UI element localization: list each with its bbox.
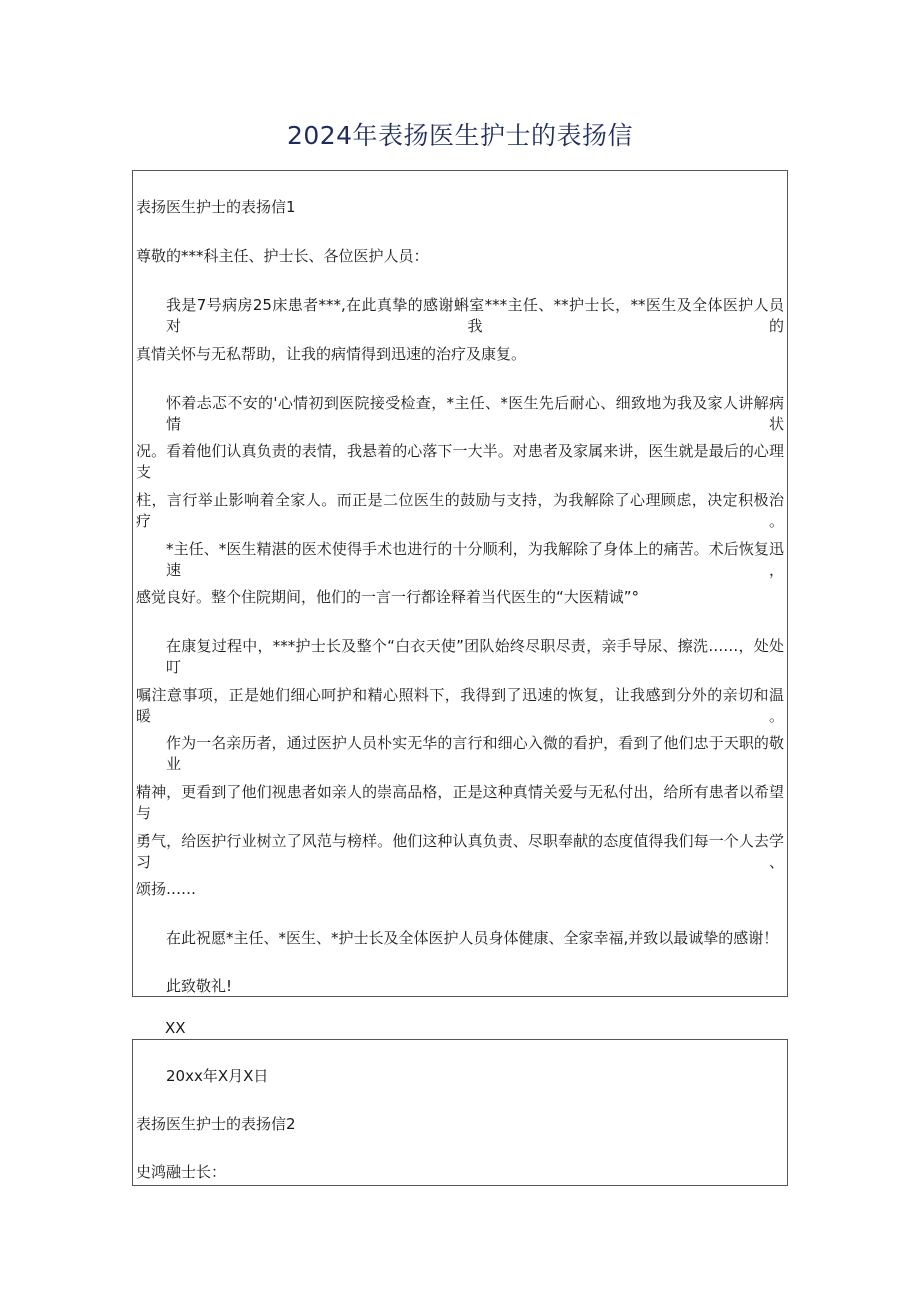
paragraph-line: 柱，言行举止影响着全家人。而正是二位医生的鼓励与支持，为我解除了心理顾虑，决定积极治疗。 [136, 491, 784, 530]
letter-2-frame [132, 1039, 788, 1186]
document-title: 2024年表扬医生护士的表扬信 [286, 121, 634, 150]
paragraph-line: 在此祝愿*主任、*医生、*护士长及全体医护人员身体健康、全家幸福,并致以最诚挚的感谢！ [166, 929, 779, 947]
paragraph-line: 感觉良好。整个住院期间，他们的一言一行都诠释着当代医生的“大医精诚”° [136, 588, 640, 606]
closing-line: 此致敬礼! [166, 977, 233, 995]
letter-2-heading: 表扬医生护士的表扬信2 [136, 1115, 296, 1133]
signature: XX [165, 1019, 186, 1037]
letter-2-salutation: 史鸿融士长： [136, 1163, 227, 1181]
paragraph-line: 真情关怀与无私帮助，让我的病情得到迅速的治疗及康复。 [136, 345, 527, 363]
paragraph-line: 我是7号病房25床患者***,在此真挚的感谢蝌室***主任、**护士长，**医生及全体医护人员对我的 [166, 296, 784, 335]
paragraph-line: *主任、*医生精湛的医术使得手术也进行的十分顺利，为我解除了身体上的痛苦。术后恢复迅速， [166, 540, 784, 579]
paragraph-line: 在康复过程中，***护士长及整个“白衣天使”团队始终尽职尽责，亲手导尿、擦洗……，处处叮 [166, 637, 784, 676]
letter-1-frame [132, 170, 788, 997]
letter-1-heading: 表扬医生护士的表扬信1 [136, 198, 296, 216]
letter-1-date: 20xx年X月X日 [166, 1067, 269, 1085]
paragraph-line: 精神，更看到了他们视患者如亲人的崇高品格，正是这种真情关爱与无私付出，给所有患者以希望与 [136, 783, 784, 822]
paragraph-line: 勇气，给医护行业树立了风范与榜样。他们这种认真负责、尽职奉献的态度值得我们每一个人去学习、 [136, 832, 784, 871]
letter-1-salutation: 尊敬的***科主任、护士长、各位医护人员： [136, 247, 429, 265]
paragraph-line: 况。看着他们认真负责的表情，我悬着的心落下一大半。对患者及家属来讲，医生就是最后的心理支 [136, 442, 784, 481]
paragraph-line: 怀着忐忑不安的'心情初到医院接受检查，*主任、*医生先后耐心、细致地为我及家人讲解病情状 [166, 394, 784, 433]
paragraph-line: 嘱注意事项，正是她们细心呵护和精心照料下，我得到了迅速的恢复，让我感到分外的亲切和温暖。 [136, 686, 784, 725]
paragraph-line: 颂扬…… [136, 880, 197, 898]
paragraph-line: 作为一名亲历者，通过医护人员朴实无华的言行和细心入微的看护，看到了他们忠于天职的敬业 [166, 734, 784, 773]
